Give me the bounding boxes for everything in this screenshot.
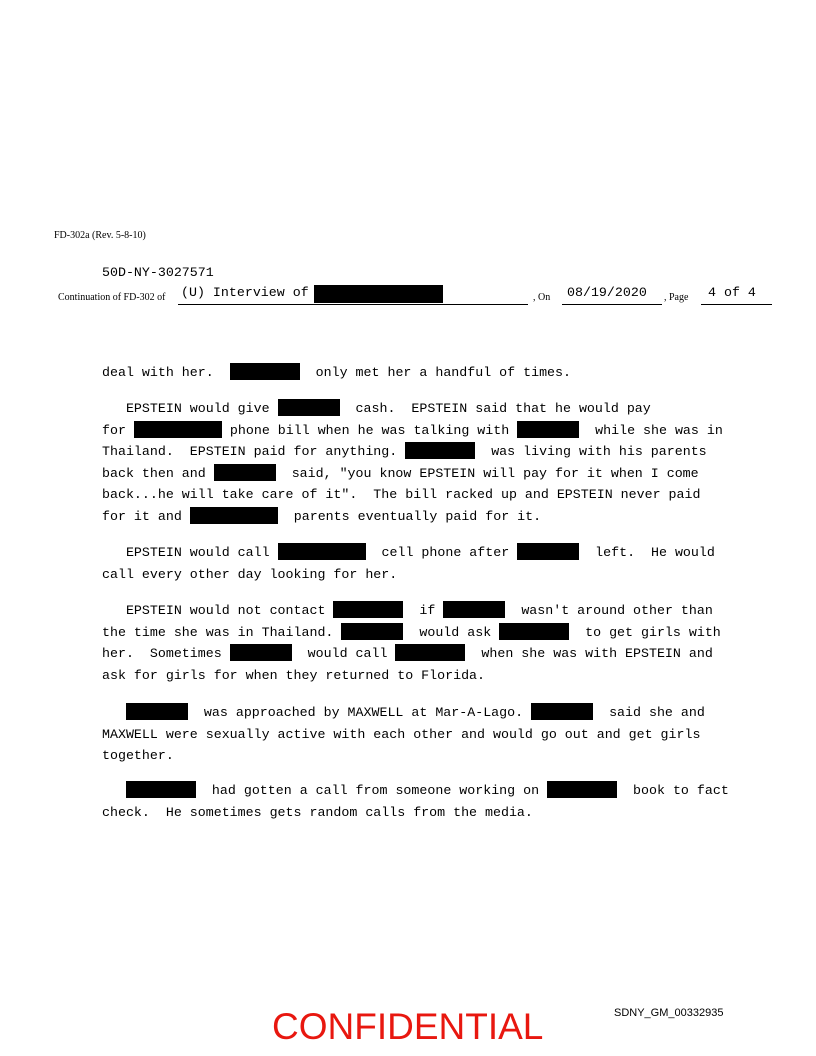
subject-text: (U) Interview of [181, 285, 309, 300]
text-line: ask for girls for when they returned to Florida. [102, 667, 486, 683]
redaction-box [134, 421, 222, 438]
redaction-box [499, 623, 569, 640]
text-run: EPSTEIN would give [102, 401, 270, 416]
page-underline [701, 304, 772, 305]
text-run: cash. EPSTEIN said that he would pay [355, 401, 651, 416]
page-label: , Page [664, 292, 689, 303]
redaction-box [190, 507, 278, 524]
redaction-box [278, 399, 340, 416]
text-run: would call [307, 646, 388, 661]
text-run: parents eventually paid for it. [293, 508, 542, 524]
redaction-box [517, 421, 579, 438]
text-run: for [102, 422, 126, 438]
text-run: if [419, 603, 436, 618]
paragraph-1 [102, 362, 772, 384]
text-run: the time she was in Thailand. [102, 624, 334, 640]
form-id: FD-302a (Rev. 5-8-10) [54, 230, 146, 241]
text-run: would ask [419, 624, 492, 640]
redaction-box [126, 781, 196, 798]
text-run: to get girls with [585, 624, 721, 640]
text-line: check. He sometimes gets random calls from the media. [102, 804, 533, 820]
text-run: left. He would [595, 545, 715, 560]
redaction-box [405, 442, 475, 459]
text-run: when she was with EPSTEIN and [481, 646, 713, 661]
paragraph-6 [102, 780, 772, 823]
redaction-box [395, 644, 465, 661]
text-run: Thailand. EPSTEIN paid for anything. [102, 444, 398, 459]
text-run: EPSTEIN would call [102, 545, 270, 560]
text-run: only met her a handful of times. [315, 365, 571, 380]
redaction-box [517, 543, 579, 560]
date-underline [562, 304, 662, 305]
text-run: cell phone after [381, 545, 510, 560]
redaction-box [214, 464, 276, 481]
redaction-box [230, 644, 292, 661]
on-label: , On [533, 292, 551, 303]
text-run: was living with his parents [491, 444, 707, 459]
bates-number: SDNY_GM_00332935 [614, 1007, 724, 1019]
text-run: book to fact [633, 783, 729, 798]
text-run: while she was in [595, 422, 723, 438]
redaction-box [547, 781, 617, 798]
text-run: for it and [102, 508, 182, 524]
redaction-box [341, 623, 403, 640]
text-line: MAXWELL were sexually active with each other and would go out and get girls [102, 726, 701, 742]
redaction-box [333, 601, 403, 618]
continuation-label: Continuation of FD-302 of [58, 292, 166, 303]
text-run: had gotten a call from someone working on [211, 783, 540, 798]
file-number: 50D-NY-3027571 [102, 265, 214, 280]
interview-date: 08/19/2020 [567, 285, 647, 300]
redaction-box [278, 543, 366, 560]
redaction-box [126, 703, 188, 720]
text-run: EPSTEIN would not contact [102, 603, 326, 618]
confidential-stamp: CONFIDENTIAL [272, 1006, 544, 1047]
text-run: was approached by MAXWELL at Mar-A-Lago. [203, 705, 524, 720]
text-run: wasn't around other than [521, 603, 713, 618]
subject-underline [178, 304, 528, 305]
paragraph-2 [102, 398, 772, 527]
paragraph-5 [102, 702, 772, 767]
text-run: phone bill when he was talking with [229, 422, 510, 438]
redaction-box [314, 285, 443, 303]
text-line: call every other day looking for her. [102, 566, 398, 582]
text-run: her. Sometimes [102, 646, 222, 661]
paragraph-4 [102, 600, 772, 686]
text-run: said, "you know EPSTEIN will pay for it when I come [291, 465, 699, 481]
text-run: back then and [102, 465, 206, 481]
page-number: 4 of 4 [708, 285, 756, 300]
redaction-box [230, 363, 300, 380]
text-line: back...he will take care of it". The bill racked up and EPSTEIN never paid [102, 487, 701, 502]
redaction-box [531, 703, 593, 720]
text-run: said she and [609, 705, 705, 720]
text-run: deal with her. [102, 365, 214, 380]
paragraph-3 [102, 542, 772, 585]
redaction-box [443, 601, 505, 618]
text-line: together. [102, 748, 174, 763]
